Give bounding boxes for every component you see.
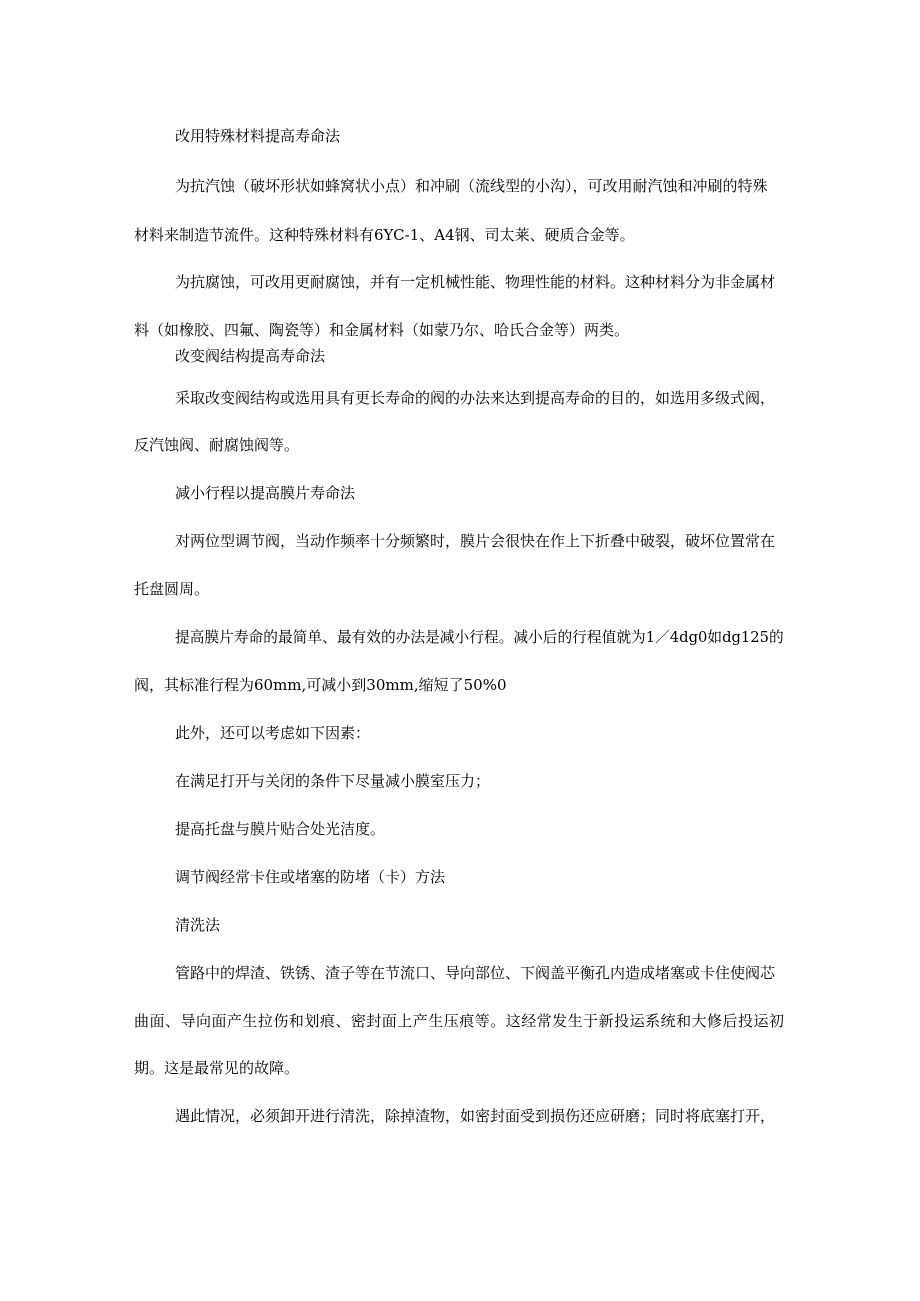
paragraph-line: 阀，其标准行程为60mm,可减小到30mm,缩短了50%0	[134, 676, 507, 694]
paragraph-line: 此外，还可以考虑如下因素：	[175, 724, 371, 742]
paragraph-line: 期。这是最常见的故障。	[134, 1059, 300, 1077]
paragraph-line: 管路中的焊渣、铁锈、渣子等在节流口、导向部位、下阀盖平衡孔内造成堵塞或卡住使阀芯	[175, 964, 776, 982]
paragraph-line: 托盘圆周。	[134, 580, 210, 598]
paragraph-line: 料（如橡胶、四氟、陶瓷等）和金属材料（如蒙乃尔、哈氏合金等）两类。	[134, 321, 630, 339]
paragraph-line: 为抗腐蚀，可改用更耐腐蚀，并有一定机械性能、物理性能的材料。这种材料分为非金属材	[175, 273, 776, 291]
heading-special-materials: 改用特殊材料提高寿命法	[175, 127, 341, 145]
heading-reduce-stroke: 减小行程以提高膜片寿命法	[175, 484, 356, 502]
heading-cleaning-method: 清洗法	[175, 916, 221, 934]
paragraph-line: 提高托盘与膜片贴合处光洁度。	[175, 820, 386, 838]
paragraph-line: 提高膜片寿命的最简单、最有效的办法是减小行程。减小后的行程值就为1／4dg0如dg125的	[175, 628, 784, 646]
paragraph-line: 为抗汽蚀（破坏形状如蜂窝状小点）和冲刷（流线型的小沟），可改用耐汽蚀和冲刷的特殊	[175, 177, 768, 195]
paragraph-line: 曲面、导向面产生拉伤和划痕、密封面上产生压痕等。这经常发生于新投运系统和大修后投运初	[134, 1012, 784, 1030]
paragraph-line: 在满足打开与关闭的条件下尽量减小膜室压力；	[175, 772, 491, 790]
heading-anti-blocking: 调节阀经常卡住或堵塞的防堵（卡）方法	[175, 868, 446, 886]
paragraph-line: 采取改变阀结构或选用具有更长寿命的阀的办法来达到提高寿命的目的，如选用多级式阀，	[175, 389, 776, 407]
paragraph-line: 材料来制造节流件。这种特殊材料有6YC-1、A4钢、司太莱、硬质合金等。	[134, 226, 635, 244]
paragraph-line: 对两位型调节阀，当动作频率十分频繁时，膜片会很快在作上下折叠中破裂，破坏位置常在	[175, 532, 776, 550]
heading-change-structure: 改变阀结构提高寿命法	[175, 347, 326, 365]
paragraph-line: 反汽蚀阀、耐腐蚀阀等。	[134, 436, 300, 454]
paragraph-line: 遇此情况，必须卸开进行清洗，除掉渣物，如密封面受到损伤还应研磨；同时将底塞打开，	[175, 1107, 776, 1125]
